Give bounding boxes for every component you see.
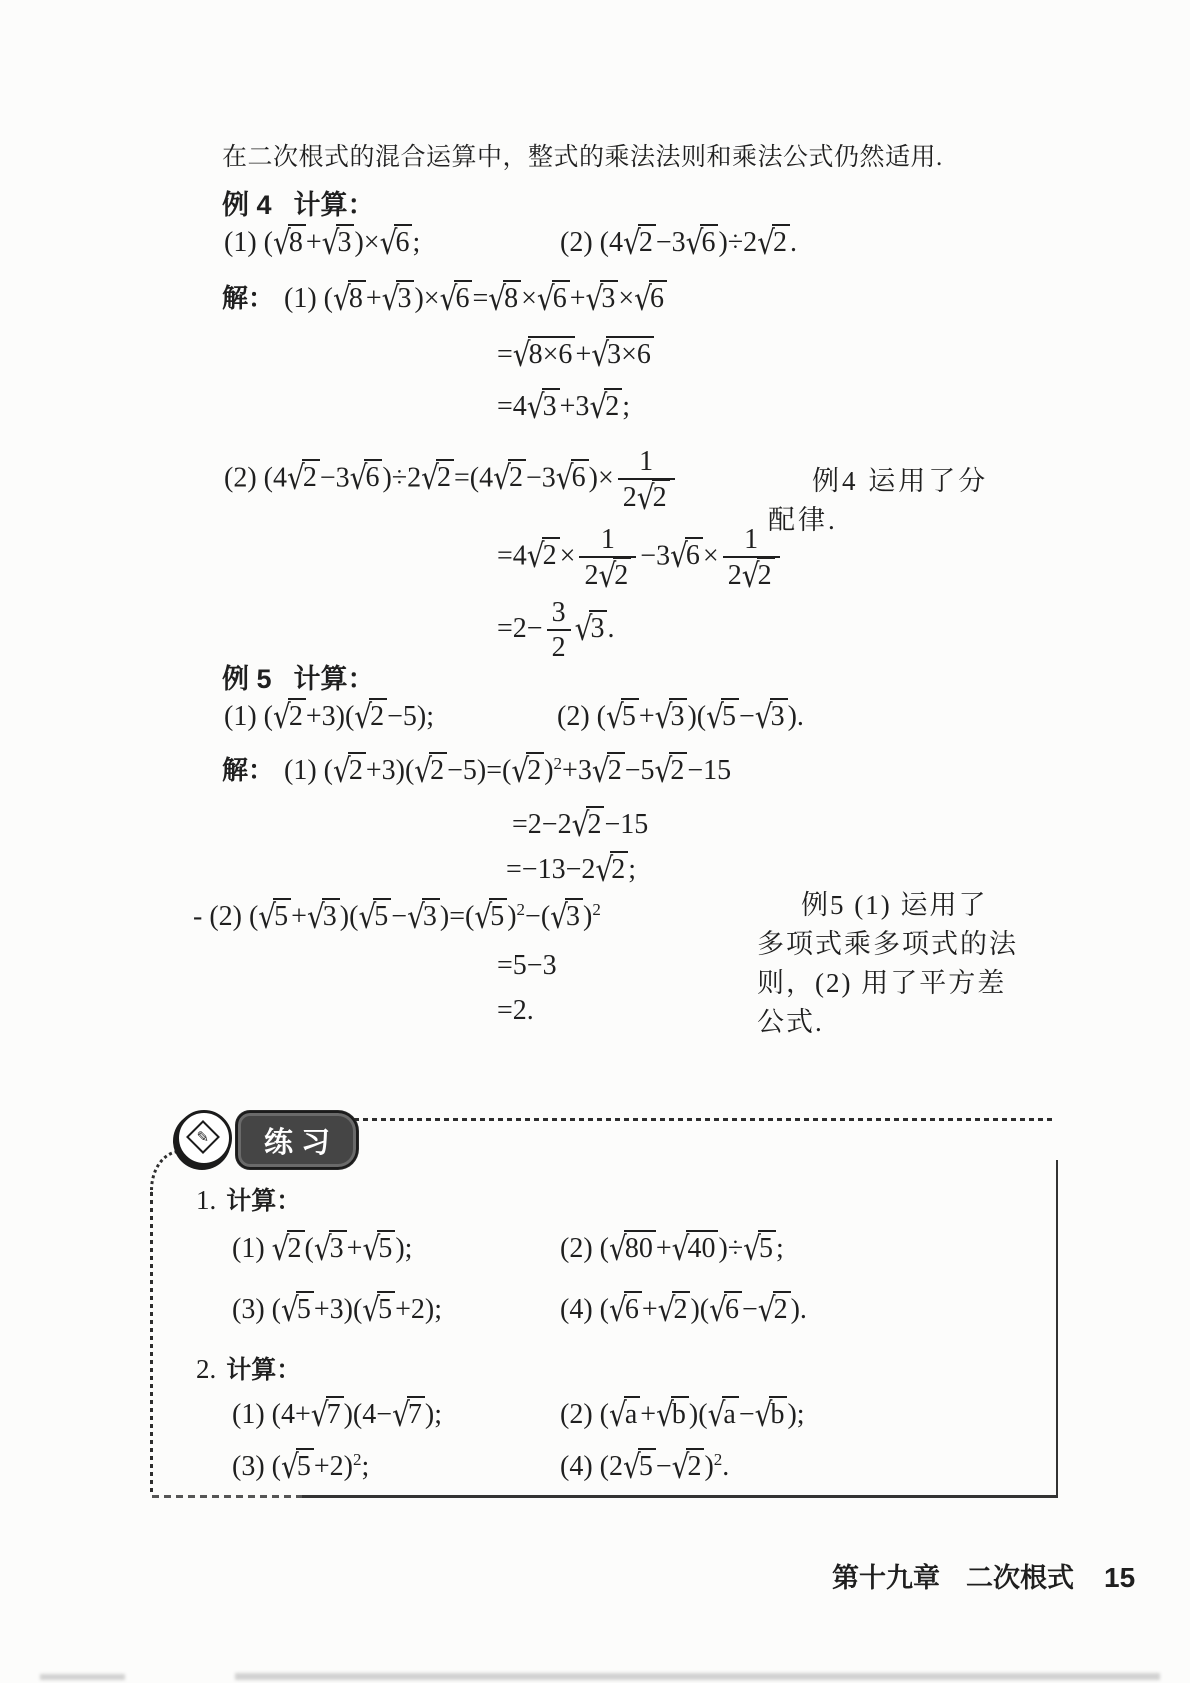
- example4-heading: [222, 183, 375, 222]
- practice-q1-item-3: (3) (√5 +3)(√5 +2);: [232, 1290, 443, 1330]
- footer-chapter: 第十九章: [832, 1563, 940, 1593]
- practice-badge-diamond: [186, 1120, 220, 1154]
- practice-box-right-border: [1056, 1160, 1058, 1497]
- scan-smear: [40, 1674, 125, 1680]
- example4-solution-step-5: =4√2 × $\frac{1}{2√2}$ −3√6 × $\frac{1}{2√2}$: [497, 524, 784, 592]
- example4-task-label: 计算：: [293, 190, 375, 220]
- practice-box-top-border: [354, 1118, 1056, 1121]
- practice-q1-item-4: (4) (√6 +√2 )(√6 −√2 ).: [560, 1290, 807, 1330]
- practice-q2-title: 计算：: [226, 1356, 302, 1384]
- example5-problem-1: (1) (√2 +3)(√2 −5);: [224, 697, 435, 737]
- practice-q1-heading: [196, 1181, 301, 1217]
- solution-label: 解：: [222, 283, 275, 313]
- practice-q1-item-1: (1) √2 (√3 +√5 );: [232, 1229, 413, 1269]
- practice-q1-number: 1.: [196, 1185, 217, 1215]
- footer-section: 二次根式: [966, 1563, 1074, 1593]
- note-line: 例5 (1) 运用了: [801, 890, 988, 920]
- example4-problem-2: (2) (4√2 −3√6 )÷2√2 .: [560, 223, 798, 263]
- example4-solution-step-6: =2− $\frac{3}{2}$ √3 .: [497, 597, 615, 664]
- scan-smear: [235, 1673, 1160, 1680]
- practice-q2-item-1: (1) (4+√7 )(4−√7 );: [232, 1395, 443, 1435]
- example5-solution-step-3: =−13−2√2 ;: [506, 850, 636, 890]
- practice-q1-item-2: (2) (√80 +√40 )÷√5 ;: [560, 1229, 784, 1269]
- practice-box-bottom-border-dashed: [152, 1495, 302, 1498]
- practice-q2-number: 2.: [196, 1354, 217, 1384]
- practice-badge-label: 练习: [263, 1126, 338, 1159]
- practice-badge: [236, 1111, 358, 1169]
- note-line: 例4 运用了分: [812, 466, 989, 496]
- example5-task-label: 计算：: [293, 664, 375, 694]
- example5-heading: [222, 657, 375, 696]
- example5-margin-note: [757, 886, 1018, 1042]
- intro-paragraph: 在二次根式的混合运算中，整式的乘法法则和乘法公式仍然适用.: [222, 144, 943, 171]
- example4-step1-math: (1) (√8 +√3 )×√6 =√8 ×√6 +√3 ×√6: [284, 283, 667, 314]
- example4-solution-step-2: =√8×6 +√3×6: [497, 336, 654, 373]
- example4-solution-step-3: =4√3 +3√2 ;: [497, 387, 631, 427]
- page-footer: [832, 1556, 1135, 1595]
- example5-solution-step-5: =5−3: [497, 950, 557, 981]
- note-line: 多项式乘多项式的法: [757, 929, 1018, 959]
- example5-problem-2: (2) (√5 +√3 )(√5 −√3 ).: [557, 697, 804, 737]
- practice-badge-circle: [176, 1110, 232, 1166]
- solution-label: 解：: [222, 755, 275, 785]
- note-line: 则，(2) 用了平方差: [757, 968, 1007, 998]
- example5-solution-step-2: =2−2√2 −15: [512, 805, 649, 845]
- practice-q2-heading: [196, 1350, 301, 1386]
- note-line: 配律.: [768, 505, 838, 535]
- example5-solution-step-6: =2.: [497, 995, 534, 1026]
- example5-step1-math: (1) (√2 +3)(√2 −5)=(√2 )$^2$+3√2 −5√2 −15: [284, 751, 732, 791]
- practice-q2-item-3: (3) $(√5 +2)^2$;: [232, 1447, 370, 1487]
- pencil-icon: ✎: [196, 1127, 210, 1146]
- example4-solution-step-1: [222, 280, 667, 317]
- practice-box-left-border: [150, 1192, 153, 1496]
- footer-page-number: 15: [1104, 1562, 1136, 1593]
- example4-problem-1: (1) (√8 +√3 )×√6 ;: [224, 223, 421, 263]
- practice-q1-title: 计算：: [226, 1187, 302, 1215]
- note-line: 公式.: [757, 1007, 824, 1037]
- practice-box-bottom-border: [300, 1495, 1058, 1498]
- practice-q2-item-4: (4) (2√5 −√2 )$^2$.: [560, 1447, 730, 1487]
- example4-label: 例 4: [222, 190, 272, 220]
- example4-margin-note: [768, 462, 988, 540]
- example5-label: 例 5: [222, 664, 272, 694]
- example5-solution-step-4: - (2) (√5 +√3 )(√5 −√3 )=(√5 )$^2$−(√3 )$^2$: [193, 897, 601, 937]
- example4-solution-step-4: (2) (4√2 −3√6 )÷2√2 =(4√2 −3√6 )× $\frac{1}{2√2}$: [224, 446, 679, 514]
- example5-solution-step-1: [222, 752, 731, 789]
- practice-q2-item-2: (2) (√a +√b )(√a −√b );: [560, 1395, 805, 1435]
